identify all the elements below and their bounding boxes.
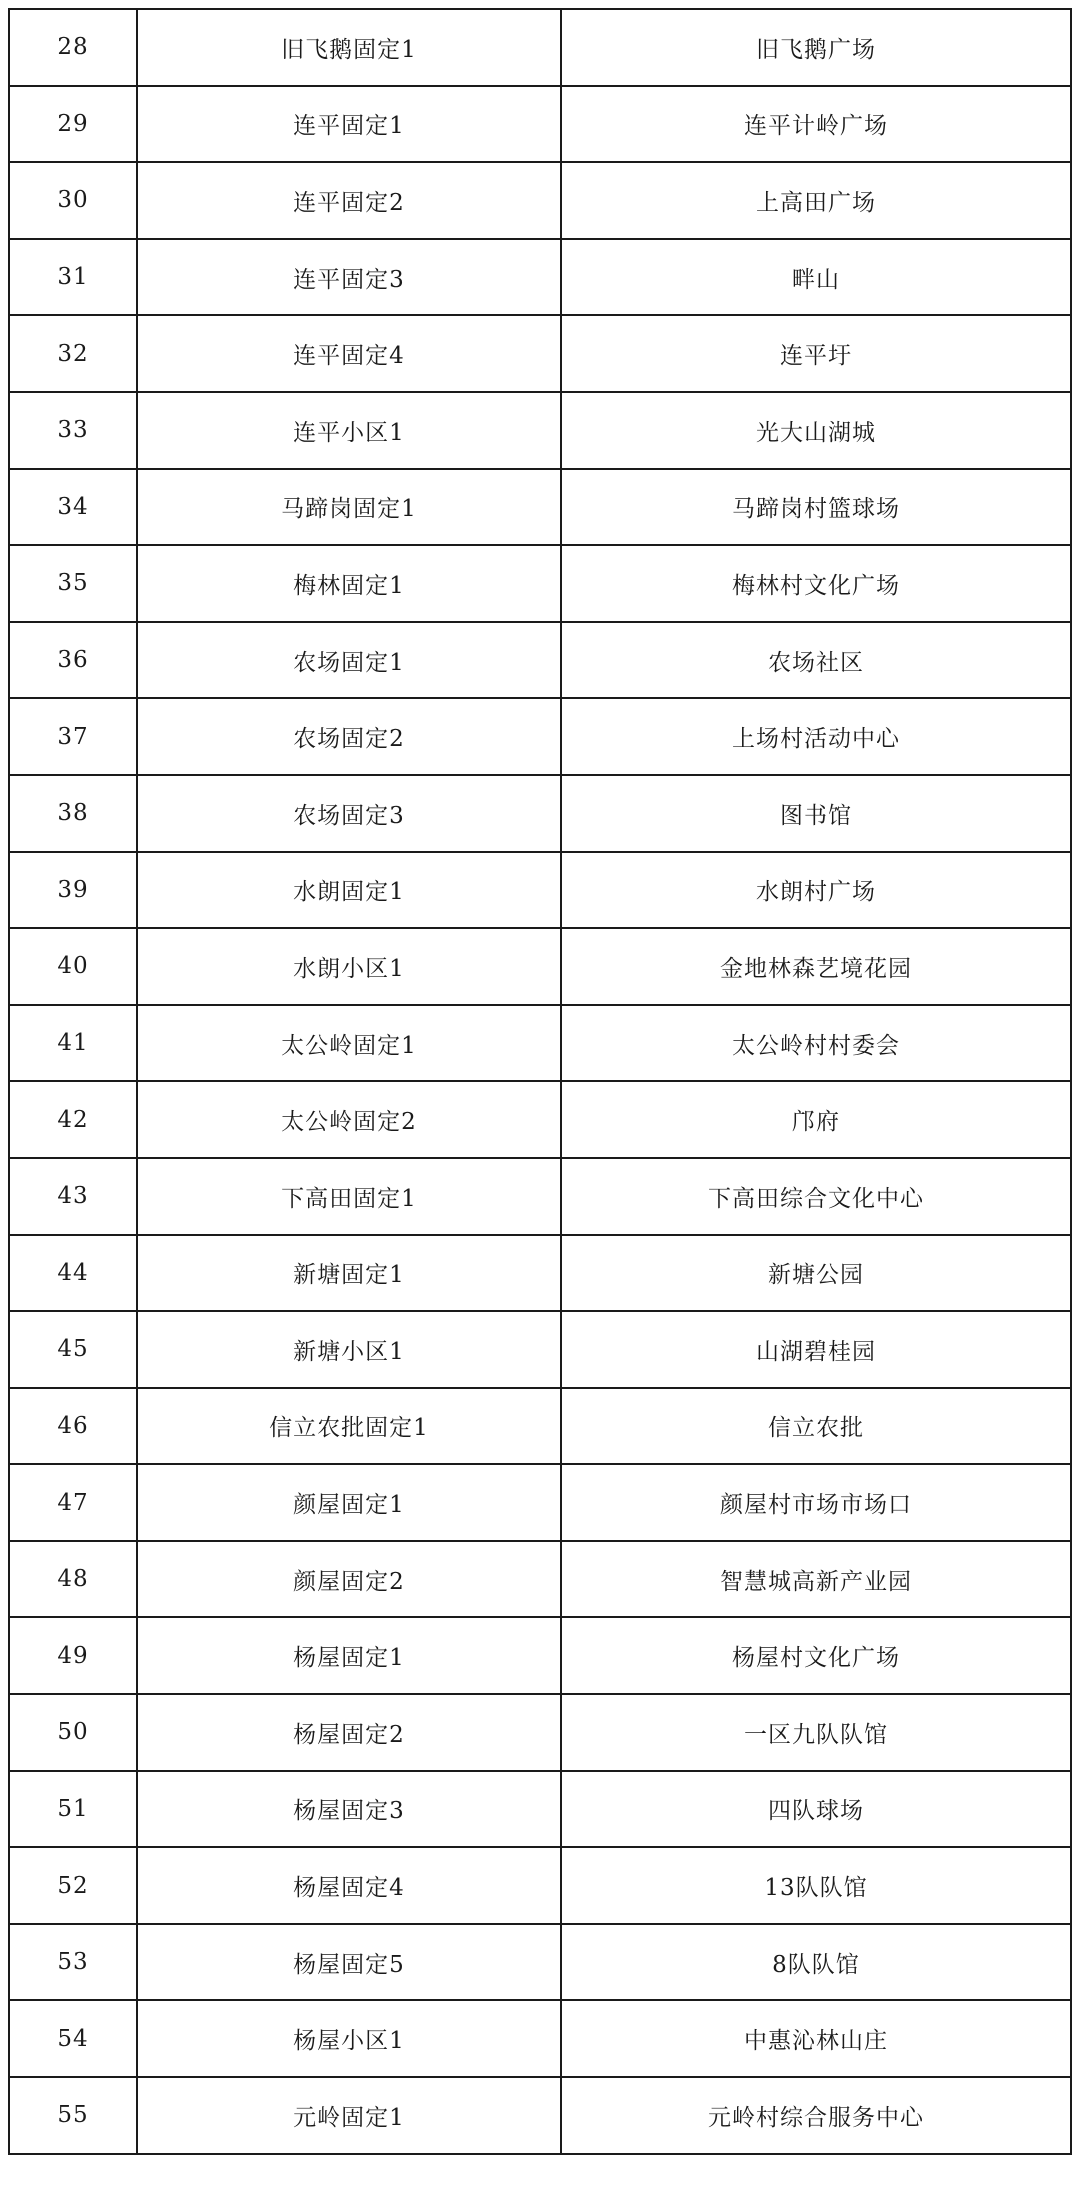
point-name-cell: 连平固定2 (137, 162, 561, 239)
row-number-cell: 29 (9, 86, 137, 163)
location-cell: 梅林村文化广场 (561, 545, 1071, 622)
row-number-cell: 32 (9, 315, 137, 392)
point-name-cell: 元岭固定1 (137, 2077, 561, 2154)
location-cell: 旧飞鹅广场 (561, 9, 1071, 86)
row-number-cell: 39 (9, 852, 137, 929)
row-number-cell: 49 (9, 1617, 137, 1694)
row-number-cell: 50 (9, 1694, 137, 1771)
point-name-cell: 杨屋固定4 (137, 1847, 561, 1924)
table-row (9, 1081, 1071, 1158)
point-name-cell: 梅林固定1 (137, 545, 561, 622)
table-row (9, 239, 1071, 316)
table-row (9, 1924, 1071, 2001)
point-name-cell: 水朗固定1 (137, 852, 561, 929)
point-name-cell: 连平小区1 (137, 392, 561, 469)
row-number-cell: 52 (9, 1847, 137, 1924)
table-row (9, 9, 1071, 86)
location-cell: 邝府 (561, 1081, 1071, 1158)
sampling-points-table (8, 8, 1072, 2155)
row-number-cell: 48 (9, 1541, 137, 1618)
location-cell: 山湖碧桂园 (561, 1311, 1071, 1388)
table-row (9, 1617, 1071, 1694)
table-row (9, 1311, 1071, 1388)
point-name-cell: 下高田固定1 (137, 1158, 561, 1235)
row-number-cell: 42 (9, 1081, 137, 1158)
row-number-cell: 36 (9, 622, 137, 699)
row-number-cell: 31 (9, 239, 137, 316)
point-name-cell: 杨屋固定1 (137, 1617, 561, 1694)
location-cell: 中惠沁林山庄 (561, 2000, 1071, 2077)
table-row (9, 315, 1071, 392)
table-row (9, 1464, 1071, 1541)
table-row (9, 698, 1071, 775)
location-cell: 信立农批 (561, 1388, 1071, 1465)
location-cell: 光大山湖城 (561, 392, 1071, 469)
point-name-cell: 旧飞鹅固定1 (137, 9, 561, 86)
location-cell: 上场村活动中心 (561, 698, 1071, 775)
point-name-cell: 太公岭固定2 (137, 1081, 561, 1158)
table-row (9, 1388, 1071, 1465)
point-name-cell: 杨屋固定5 (137, 1924, 561, 2001)
table-row (9, 1771, 1071, 1848)
point-name-cell: 颜屋固定1 (137, 1464, 561, 1541)
location-cell: 农场社区 (561, 622, 1071, 699)
table-row (9, 545, 1071, 622)
row-number-cell: 40 (9, 928, 137, 1005)
point-name-cell: 马蹄岗固定1 (137, 469, 561, 546)
location-cell: 连平计岭广场 (561, 86, 1071, 163)
table-row (9, 1235, 1071, 1312)
table-row (9, 2000, 1071, 2077)
table-row (9, 1694, 1071, 1771)
location-cell: 杨屋村文化广场 (561, 1617, 1071, 1694)
row-number-cell: 44 (9, 1235, 137, 1312)
location-cell: 8队队馆 (561, 1924, 1071, 2001)
table-row (9, 86, 1071, 163)
table-row (9, 392, 1071, 469)
row-number-cell: 53 (9, 1924, 137, 2001)
point-name-cell: 新塘小区1 (137, 1311, 561, 1388)
table-row (9, 775, 1071, 852)
row-number-cell: 45 (9, 1311, 137, 1388)
location-cell: 图书馆 (561, 775, 1071, 852)
point-name-cell: 连平固定1 (137, 86, 561, 163)
location-cell: 畔山 (561, 239, 1071, 316)
point-name-cell: 新塘固定1 (137, 1235, 561, 1312)
point-name-cell: 连平固定4 (137, 315, 561, 392)
row-number-cell: 34 (9, 469, 137, 546)
point-name-cell: 杨屋小区1 (137, 2000, 561, 2077)
point-name-cell: 颜屋固定2 (137, 1541, 561, 1618)
location-cell: 上高田广场 (561, 162, 1071, 239)
location-cell: 一区九队队馆 (561, 1694, 1071, 1771)
point-name-cell: 农场固定1 (137, 622, 561, 699)
location-cell: 13队队馆 (561, 1847, 1071, 1924)
location-cell: 颜屋村市场市场口 (561, 1464, 1071, 1541)
point-name-cell: 连平固定3 (137, 239, 561, 316)
location-cell: 太公岭村村委会 (561, 1005, 1071, 1082)
location-cell: 新塘公园 (561, 1235, 1071, 1312)
point-name-cell: 农场固定2 (137, 698, 561, 775)
row-number-cell: 43 (9, 1158, 137, 1235)
location-cell: 智慧城高新产业园 (561, 1541, 1071, 1618)
table-row (9, 928, 1071, 1005)
row-number-cell: 46 (9, 1388, 137, 1465)
row-number-cell: 38 (9, 775, 137, 852)
table-row (9, 469, 1071, 546)
table-row (9, 1005, 1071, 1082)
location-cell: 下高田综合文化中心 (561, 1158, 1071, 1235)
table-row (9, 622, 1071, 699)
table-row (9, 1158, 1071, 1235)
location-cell: 马蹄岗村篮球场 (561, 469, 1071, 546)
row-number-cell: 28 (9, 9, 137, 86)
point-name-cell: 杨屋固定3 (137, 1771, 561, 1848)
table-row (9, 1847, 1071, 1924)
table-row (9, 162, 1071, 239)
table-row (9, 1541, 1071, 1618)
row-number-cell: 54 (9, 2000, 137, 2077)
location-cell: 元岭村综合服务中心 (561, 2077, 1071, 2154)
document-page (8, 8, 1070, 2155)
point-name-cell: 水朗小区1 (137, 928, 561, 1005)
row-number-cell: 30 (9, 162, 137, 239)
location-cell: 水朗村广场 (561, 852, 1071, 929)
location-cell: 金地林森艺境花园 (561, 928, 1071, 1005)
row-number-cell: 37 (9, 698, 137, 775)
point-name-cell: 太公岭固定1 (137, 1005, 561, 1082)
row-number-cell: 41 (9, 1005, 137, 1082)
row-number-cell: 55 (9, 2077, 137, 2154)
location-cell: 连平圩 (561, 315, 1071, 392)
table-row (9, 2077, 1071, 2154)
location-cell: 四队球场 (561, 1771, 1071, 1848)
point-name-cell: 信立农批固定1 (137, 1388, 561, 1465)
row-number-cell: 35 (9, 545, 137, 622)
table-body (9, 9, 1071, 2154)
point-name-cell: 农场固定3 (137, 775, 561, 852)
point-name-cell: 杨屋固定2 (137, 1694, 561, 1771)
table-row (9, 852, 1071, 929)
row-number-cell: 47 (9, 1464, 137, 1541)
row-number-cell: 33 (9, 392, 137, 469)
row-number-cell: 51 (9, 1771, 137, 1848)
